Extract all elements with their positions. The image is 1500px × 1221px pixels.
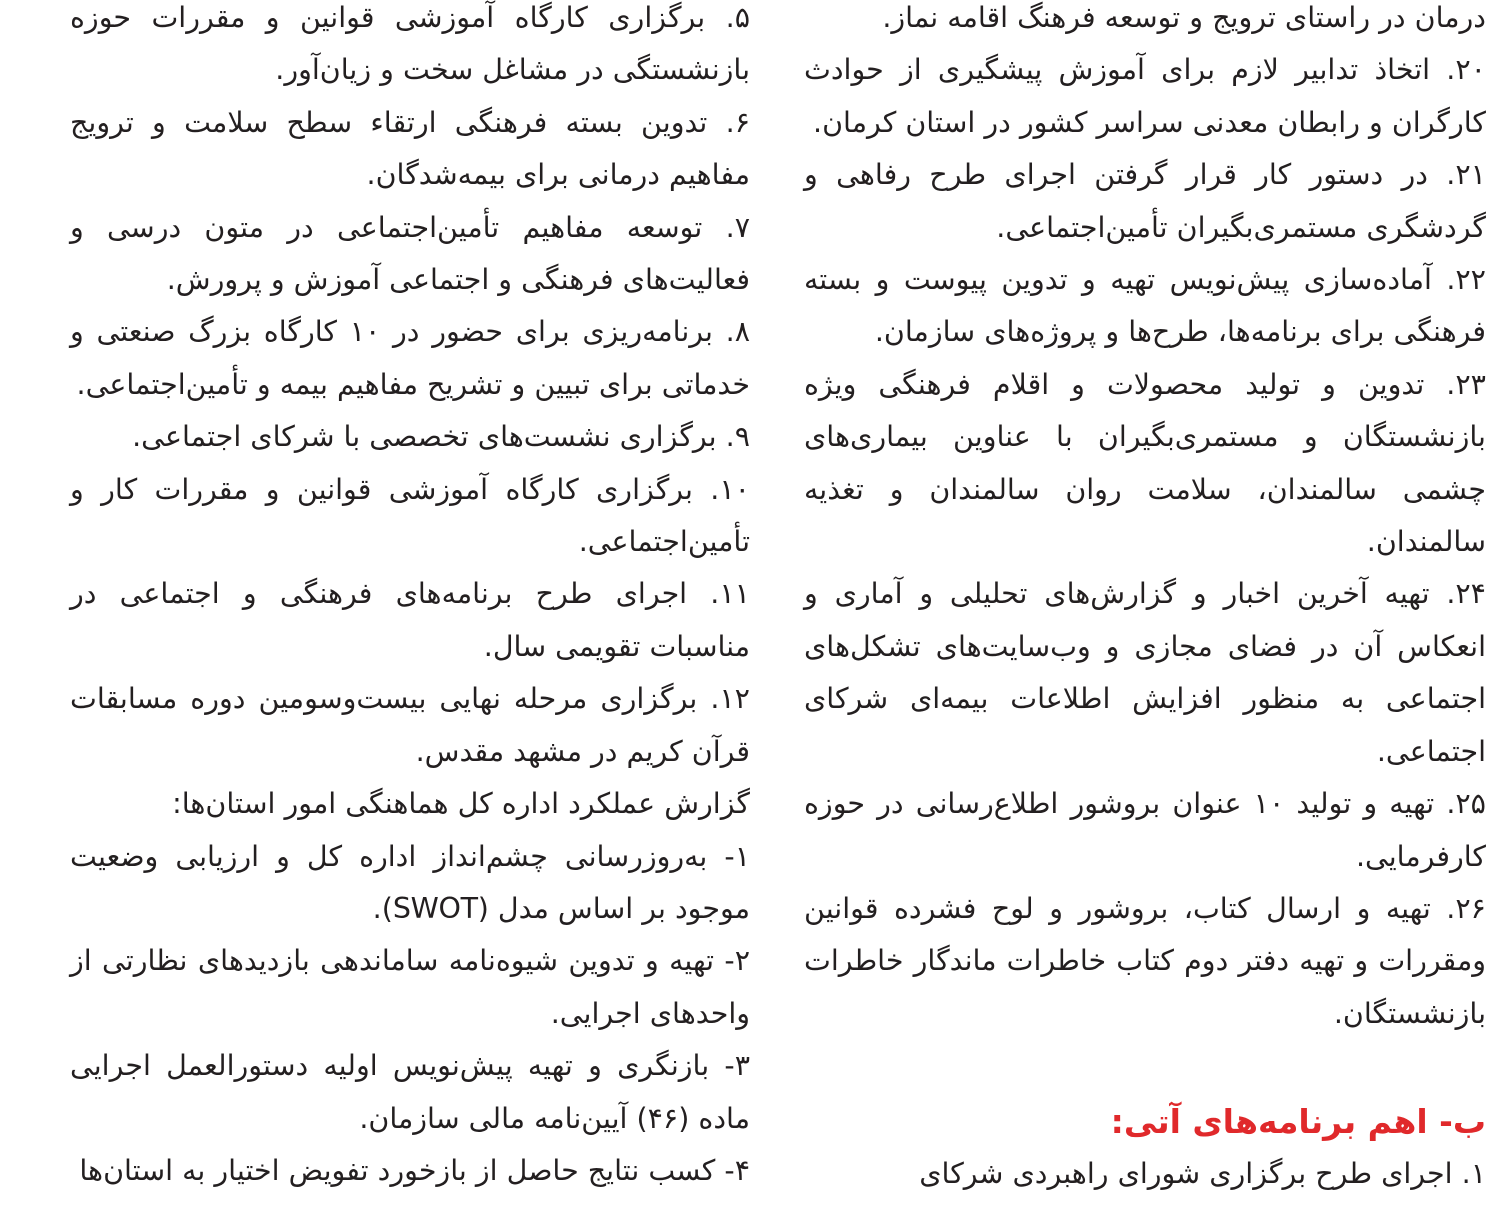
- report-item-3: ۳- بازنگری و تهیه پیش‌نویس اولیه دستورالعمل اجرایی ماده (۴۶) آیین‌نامه مالی سازمان.: [70, 1049, 750, 1135]
- text-item-9: ۹. برگزاری نشست‌های تخصصی با شرکای اجتماعی.: [132, 420, 750, 454]
- text-item-26: ۲۶. تهیه و ارسال کتاب، بروشور و لوح فشرده قوانین ومقررات و تهیه دفتر دوم کتاب خاطرات ماندگار خاطرات بازنشستگان.: [804, 891, 1486, 1030]
- text-item-25: ۲۵. تهیه و تولید ۱۰ عنوان بروشور اطلاع‌رسانی در حوزه کارفرمایی.: [804, 787, 1486, 873]
- text-item-10: ۱۰. برگزاری کارگاه آموزشی قوانین و مقررات کار و تأمین‌اجتماعی.: [70, 472, 750, 559]
- text-item-20: ۲۰. اتخاذ تدابیر لازم برای آموزش پیشگیری از حوادث کارگران و رابطان معدنی سراسر کشور در استان کرمان.: [804, 53, 1486, 139]
- text-item-5: ۵. برگزاری کارگاه آموزشی قوانین و مقررات حوزه بازنشستگی در مشاغل سخت و زیان‌آور.: [70, 1, 750, 87]
- right-column: [804, 0, 1486, 1201]
- report-item-2: ۲- تهیه و تدوین شیوه‌نامه ساماندهی بازدیدهای نظارتی از واحدهای اجرایی.: [70, 944, 750, 1030]
- left-column: [70, 0, 750, 1197]
- report-subtitle: گزارش عملکرد اداره کل هماهنگی امور استان‌ها:: [172, 787, 750, 821]
- future-program-item-1: ۱. اجرای طرح برگزاری شورای راهبردی شرکای: [919, 1157, 1486, 1191]
- text-item-continuation: درمان در راستای ترویج و توسعه فرهنگ اقامه نماز.: [882, 1, 1486, 34]
- spacer: [804, 1040, 1486, 1092]
- text-item-23: ۲۳. تدوین و تولید محصولات و اقلام فرهنگی ویژه بازنشستگان و مستمری‌بگیران با عناوین بیماری‌های چشمی سالمندان، سلامت روان سالمندان و تغذیه سالمندان.: [804, 367, 1486, 559]
- text-item-8: ۸. برنامه‌ریزی برای حضور در ۱۰ کارگاه بزرگ صنعتی و خدماتی برای تبیین و تشریح مفاهیم بیمه و تأمین‌اجتماعی.: [70, 315, 750, 401]
- report-item-4: ۴- کسب نتایج حاصل از بازخورد تفویض اختیار به استان‌ها: [79, 1153, 750, 1187]
- text-item-6: ۶. تدوین بسته فرهنگی ارتقاء سطح سلامت و ترویج مفاهیم درمانی برای بیمه‌شدگان.: [70, 105, 750, 192]
- report-item-1: ۱- به‌روزرسانی چشم‌انداز اداره کل و ارزیابی وضعیت موجود بر اساس مدل (SWOT).: [70, 839, 750, 925]
- text-item-12: ۱۲. برگزاری مرحله نهایی بیست‌وسومین دوره مسابقات قرآن کریم در مشهد مقدس.: [70, 682, 750, 768]
- text-item-24: ۲۴. تهیه آخرین اخبار و گزارش‌های تحلیلی و آماری و انعکاس آن در فضای مجازی و وب‌سایت‌های تشکل‌های اجتماعی به منظور افزایش اطلاعات بیمه‌ای شرکای اجتماعی.: [804, 577, 1486, 768]
- section-heading-future-programs: ب- اهم برنامه‌های آتی:: [1110, 1102, 1486, 1142]
- text-item-11: ۱۱. اجرای طرح برنامه‌های فرهنگی و اجتماعی در مناسبات تقویمی سال.: [70, 577, 750, 663]
- text-item-21: ۲۱. در دستور کار قرار گرفتن اجرای طرح رفاهی و گردشگری مستمری‌بگیران تأمین‌اجتماعی.: [804, 158, 1486, 244]
- text-item-22: ۲۲. آماده‌سازی پیش‌نویس تهیه و تدوین پیوست و بسته فرهنگی برای برنامه‌ها، طرح‌ها و پروژه‌های سازمان.: [804, 263, 1486, 349]
- text-item-7: ۷. توسعه مفاهیم تأمین‌اجتماعی در متون درسی و فعالیت‌های فرهنگی و اجتماعی آموزش و پرورش.: [70, 210, 750, 297]
